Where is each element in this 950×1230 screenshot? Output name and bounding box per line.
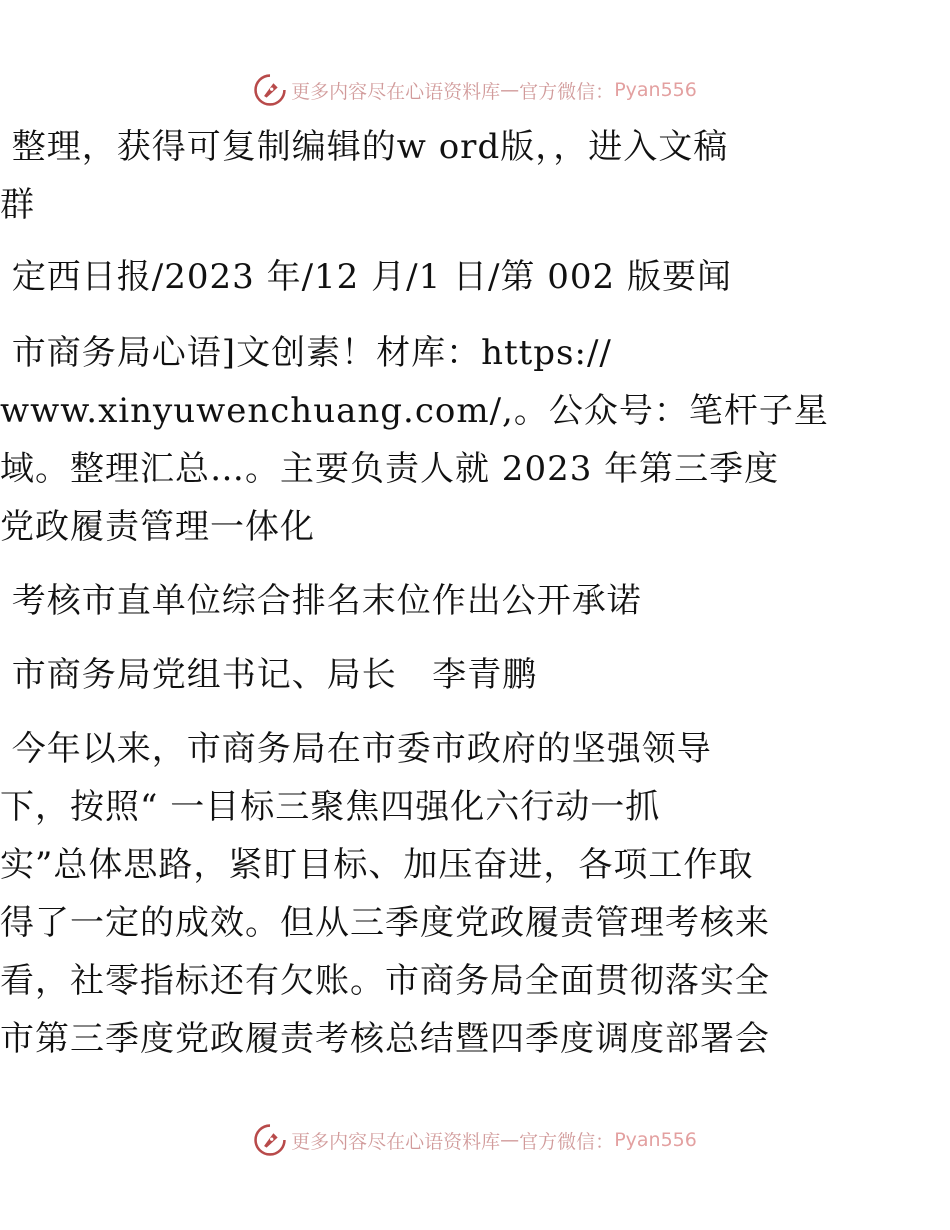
banner-wechat-label: 官方微信： <box>519 80 615 103</box>
banner-separator: — <box>500 79 520 101</box>
banner-wechat-id: Pyan556 <box>614 79 697 101</box>
footer-banner <box>0 1120 950 1160</box>
text-line: 看，社零指标还有欠账。市商务局全面贯彻落实全 <box>0 961 770 1001</box>
banner-wechat-id: Pyan556 <box>614 1129 697 1151</box>
text-line: 市商务局党组书记、局长 李青鹏 <box>0 655 538 695</box>
text-line: 党政履责管理一体化 <box>0 507 315 547</box>
banner-main-text: 更多内容尽在心语资料库 <box>291 80 501 103</box>
text-line: 得了一定的成效。但从三季度党政履责管理考核来 <box>0 903 770 943</box>
text-line: www.xinyuwenchuang.com/,。公众号：笔杆子星 <box>0 391 829 431</box>
pen-nib-logo-icon <box>253 1123 287 1157</box>
text-line: 市第三季度党政履责考核总结暨四季度调度部署会 <box>0 1019 770 1059</box>
banner-main-text: 更多内容尽在心语资料库 <box>291 1130 501 1153</box>
text-line: 定西日报/2023 年/12 月/1 日/第 002 版要闻 <box>0 257 732 297</box>
banner-wechat-label: 官方微信： <box>519 1130 615 1153</box>
text-line: 整理，获得可复制编辑的w ord版，，进入文稿 <box>0 127 729 167</box>
text-line: 市商务局心语]文创素！材库：https:// <box>0 333 612 373</box>
text-line: 域。整理汇总…。主要负责人就 2023 年第三季度 <box>0 449 780 489</box>
text-line: 实”总体思路，紧盯目标、加压奋进，各项工作取 <box>0 845 754 885</box>
text-line: 群 <box>0 185 35 225</box>
header-banner <box>0 70 950 110</box>
pen-nib-logo-icon <box>253 73 287 107</box>
banner-separator: — <box>500 1129 520 1151</box>
text-line: 下，按照“ 一目标三聚焦四强化六行动一抓 <box>0 787 661 827</box>
text-line: 考核市直单位综合排名末位作出公开承诺 <box>0 581 642 621</box>
text-line: 今年以来，市商务局在市委市政府的坚强领导 <box>0 729 712 769</box>
